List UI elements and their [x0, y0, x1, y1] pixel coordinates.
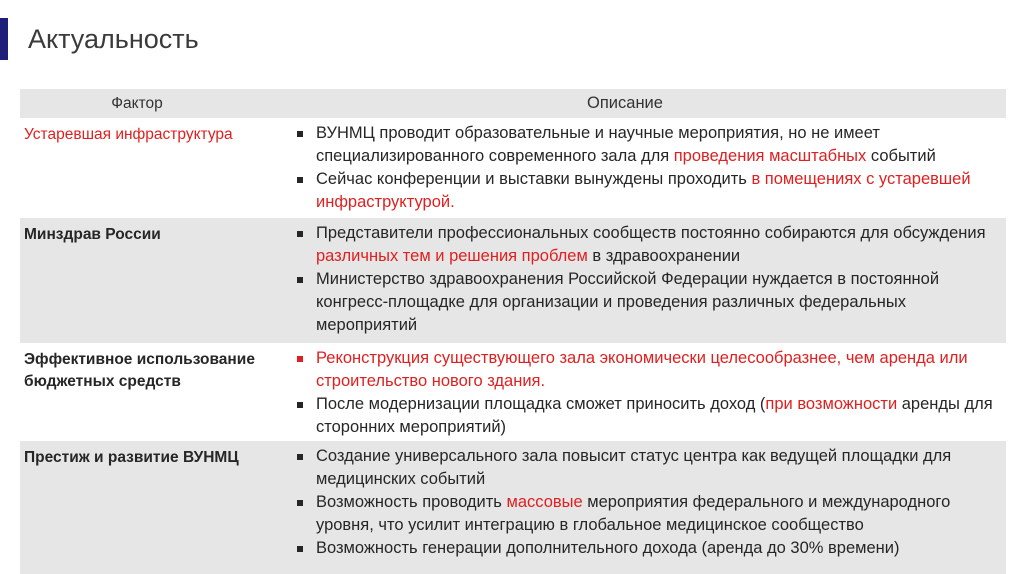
item-highlight: при возможности [765, 395, 898, 413]
item-text: Возможность генерации дополнительного дохода (аренда до 30% времени) [316, 539, 900, 557]
item-text: Министерство здравоохранения Российской Федерации нуждается в постоянной конгресс-площадке для организации и проведения различных федеральных мероприятий [316, 270, 940, 334]
item-text: ВУНМЦ проводит образовательные и научные мероприятия, но не имеет специализированного современного зала для [316, 124, 880, 165]
item-text: Возможность проводить [316, 493, 507, 511]
item-text: Представители профессиональных сообществ постоянно собираются для обсуждения [316, 224, 986, 242]
item-highlight: различных тем и решения проблем [316, 247, 588, 265]
bullet-icon [297, 231, 303, 237]
bullet-icon [297, 177, 303, 183]
item-highlight: проведения масштабных [673, 147, 867, 165]
list-item [294, 268, 996, 337]
factor-table [20, 89, 1006, 574]
factor-cell: Престиж и развитие ВУНМЦ [24, 449, 239, 466]
list-item [294, 347, 996, 393]
list-item [294, 222, 996, 268]
item-text: Создание универсального зала повысит статус центра как ведущей площадки для медицинских событий [316, 447, 952, 488]
factor-cell: Эффективное использование бюджетных средств [24, 351, 255, 390]
item-text: Сейчас конференции и выставки вынуждены проходить [316, 170, 752, 188]
item-text: событий [866, 147, 936, 165]
item-text: После модернизации площадка сможет приносить доход ( [316, 395, 766, 413]
item-text: мероприятия федерального и международного уровня, что усилит интеграцию в глобальное медицинское сообщество [316, 493, 951, 534]
description-cell [286, 218, 1006, 343]
table-row [20, 343, 1006, 441]
factor-cell: Минздрав России [24, 226, 161, 243]
bullet-icon [297, 500, 303, 506]
table-row [20, 118, 1006, 218]
header-factor: Фактор [111, 94, 163, 112]
table-row [20, 441, 1006, 574]
list-item [294, 537, 996, 560]
header-description: Описание [587, 94, 663, 112]
item-text: аренды для сторонних мероприятий) [316, 395, 993, 436]
list-item [294, 445, 996, 491]
list-item [294, 393, 996, 439]
list-item [294, 491, 996, 537]
bullet-icon [297, 131, 303, 137]
list-item [294, 168, 996, 214]
bullet-icon [297, 277, 303, 283]
bullet-icon [297, 454, 303, 460]
item-highlight: массовые [506, 493, 583, 511]
table-row [20, 218, 1006, 343]
item-text: в здравоохранении [587, 247, 741, 265]
list-item [294, 122, 996, 168]
factor-cell: Устаревшая инфраструктура [24, 126, 233, 143]
title-accent-bar [0, 18, 8, 60]
bullet-icon [297, 546, 303, 552]
bullet-icon [297, 356, 303, 362]
item-highlight: в помещениях с устаревшей инфраструктурой. [316, 170, 971, 211]
description-cell [286, 343, 1006, 441]
description-cell [286, 118, 1006, 218]
page-title: Актуальность [28, 24, 199, 54]
item-highlight: Реконструкция существующего зала экономически целесообразнее, чем аренда или строительство нового здания. [316, 349, 968, 390]
table-header [20, 89, 1006, 118]
bullet-icon [297, 402, 303, 408]
description-cell [286, 441, 1006, 574]
